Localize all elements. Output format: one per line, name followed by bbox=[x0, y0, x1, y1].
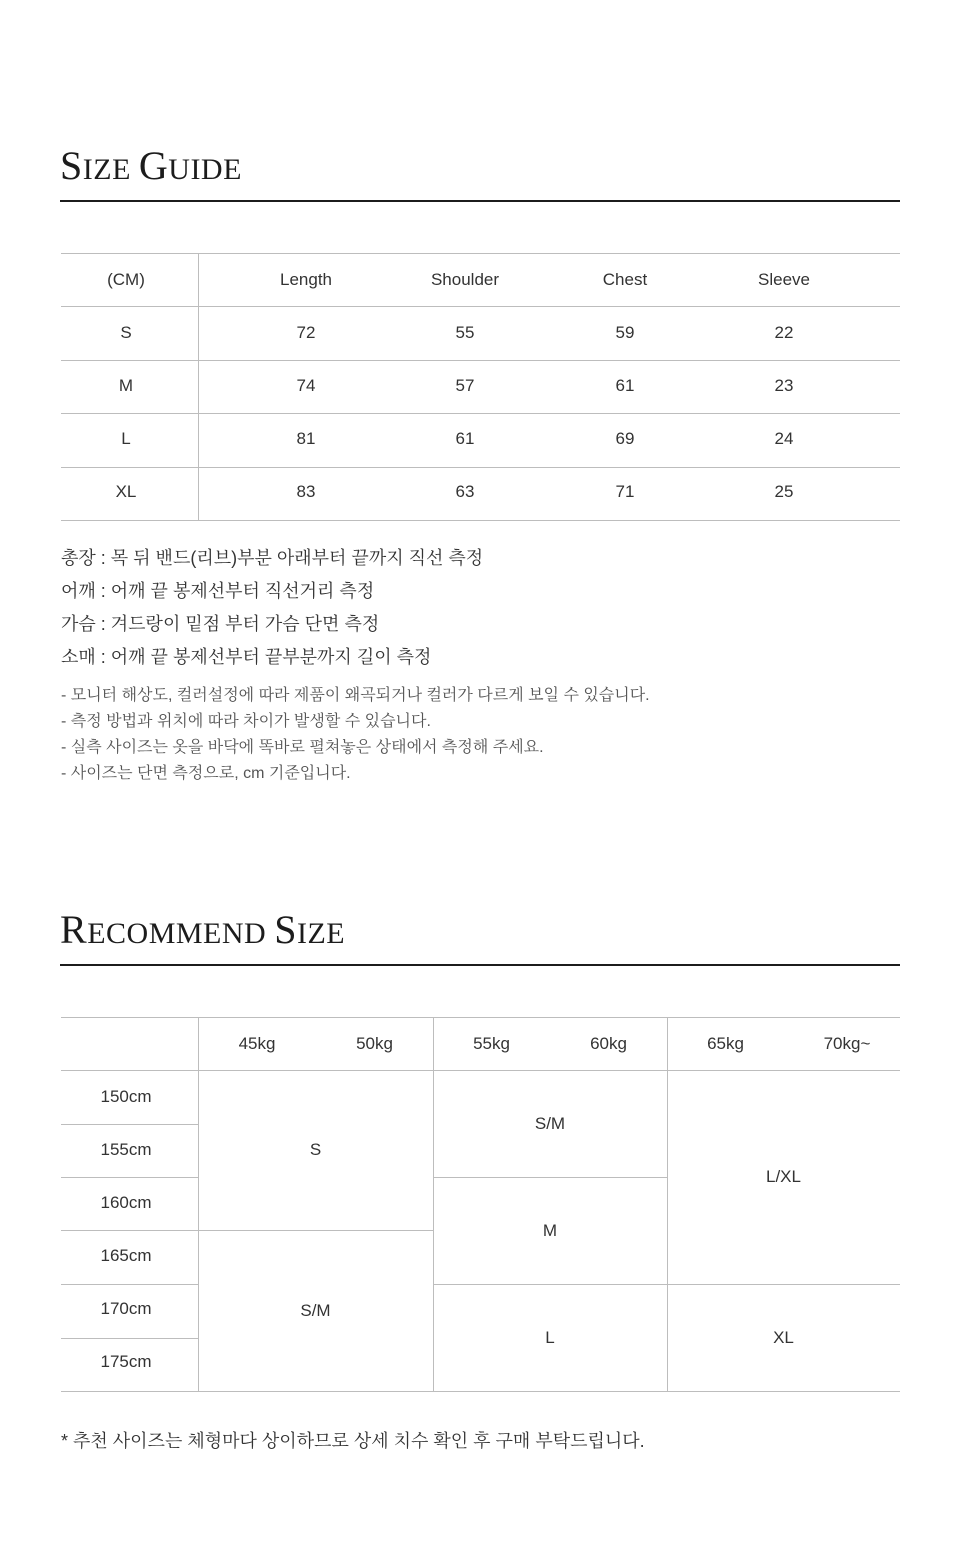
size-cell-l: L bbox=[545, 1328, 555, 1347]
size-cell-sm: S/M bbox=[300, 1301, 331, 1320]
weight-label: 55kg bbox=[473, 1033, 510, 1053]
height-label: 165cm bbox=[100, 1245, 152, 1265]
size-guide-divider bbox=[60, 200, 900, 202]
disclaimer-list bbox=[61, 684, 650, 788]
weight-label: 60kg bbox=[590, 1033, 627, 1053]
disclaimer-item: - 사이즈는 단면 측정으로, cm 기준입니다. bbox=[61, 765, 351, 782]
recommend-size-table bbox=[60, 1017, 900, 1392]
size-cell-sm: S/M bbox=[534, 1113, 566, 1133]
header-unit: (CM) bbox=[107, 269, 145, 289]
header-chest: Chest bbox=[602, 269, 648, 289]
cell-length: 83 bbox=[296, 481, 316, 501]
recommend-footnote: * 추천 사이즈는 체형마다 상이하므로 상세 치수 확인 후 구매 부탁드립니다. bbox=[61, 1431, 645, 1451]
cell-sleeve: 24 bbox=[774, 428, 794, 448]
height-label: 160cm bbox=[100, 1192, 152, 1212]
cell-length: 74 bbox=[296, 375, 316, 395]
cell-unit: XL bbox=[115, 481, 137, 501]
cell-shoulder: 57 bbox=[455, 375, 475, 395]
cell-chest: 71 bbox=[615, 481, 635, 501]
size-cell-xl: XL bbox=[773, 1328, 794, 1347]
cell-unit: L bbox=[121, 428, 131, 448]
measure-notes bbox=[61, 544, 483, 676]
header-length: Length bbox=[280, 269, 332, 289]
size-cell-m: M bbox=[542, 1220, 558, 1240]
cell-shoulder: 55 bbox=[455, 322, 475, 342]
size-guide-title: SIZE GUIDE bbox=[60, 143, 242, 188]
height-label: 170cm bbox=[100, 1298, 152, 1318]
cell-chest: 69 bbox=[615, 428, 635, 448]
size-guide-grid-lines bbox=[60, 253, 900, 523]
cell-unit: S bbox=[120, 322, 132, 342]
size-cell-lxl: L/XL bbox=[766, 1167, 801, 1186]
cell-chest: 59 bbox=[615, 322, 635, 342]
header-sleeve: Sleeve bbox=[758, 269, 810, 289]
cell-unit: M bbox=[118, 375, 134, 395]
weight-label: 65kg bbox=[707, 1033, 744, 1053]
cell-shoulder: 63 bbox=[455, 481, 475, 501]
cell-length: 72 bbox=[296, 322, 316, 342]
cell-sleeve: 25 bbox=[774, 481, 794, 501]
weight-label: 50kg bbox=[356, 1033, 393, 1053]
disclaimer-item: - 실측 사이즈는 옷을 바닥에 똑바로 펼쳐놓은 상태에서 측정해 주세요. bbox=[61, 739, 544, 756]
recommend-divider bbox=[60, 964, 900, 966]
weight-label: 45kg bbox=[238, 1033, 276, 1053]
size-cell-s: S bbox=[309, 1140, 322, 1159]
cell-shoulder: 61 bbox=[455, 428, 475, 448]
height-label: 155cm bbox=[100, 1139, 152, 1159]
note-length: 총장 : 목 뒤 밴드(리브)부분 아래부터 끝까지 직선 측정 bbox=[61, 548, 484, 568]
header-shoulder: Shoulder bbox=[430, 269, 500, 289]
grid-lines bbox=[60, 1017, 900, 1393]
note-chest: 가슴 : 겨드랑이 밑점 부터 가슴 단면 측정 bbox=[61, 614, 380, 634]
weight-label: 70kg~ bbox=[823, 1033, 871, 1053]
cell-chest: 61 bbox=[615, 375, 635, 395]
cell-length: 81 bbox=[296, 428, 316, 448]
size-guide-body bbox=[60, 253, 900, 521]
cell-sleeve: 22 bbox=[774, 322, 794, 342]
height-label: 175cm bbox=[100, 1351, 152, 1371]
note-shoulder: 어깨 : 어깨 끝 봉제선부터 직선거리 측정 bbox=[61, 581, 375, 601]
cell-sleeve: 23 bbox=[774, 375, 794, 395]
disclaimer-item: - 측정 방법과 위치에 따라 차이가 발생할 수 있습니다. bbox=[61, 713, 431, 730]
disclaimer-item: - 모니터 해상도, 컬러설정에 따라 제품이 왜곡되거나 컬러가 다르게 보일 수 있습니다. bbox=[61, 687, 650, 704]
note-sleeve: 소매 : 어깨 끝 봉제선부터 끝부분까지 길이 측정 bbox=[61, 647, 432, 667]
height-label: 150cm bbox=[100, 1086, 152, 1106]
recommend-size-title: RECOMMEND SIZE bbox=[60, 907, 346, 952]
